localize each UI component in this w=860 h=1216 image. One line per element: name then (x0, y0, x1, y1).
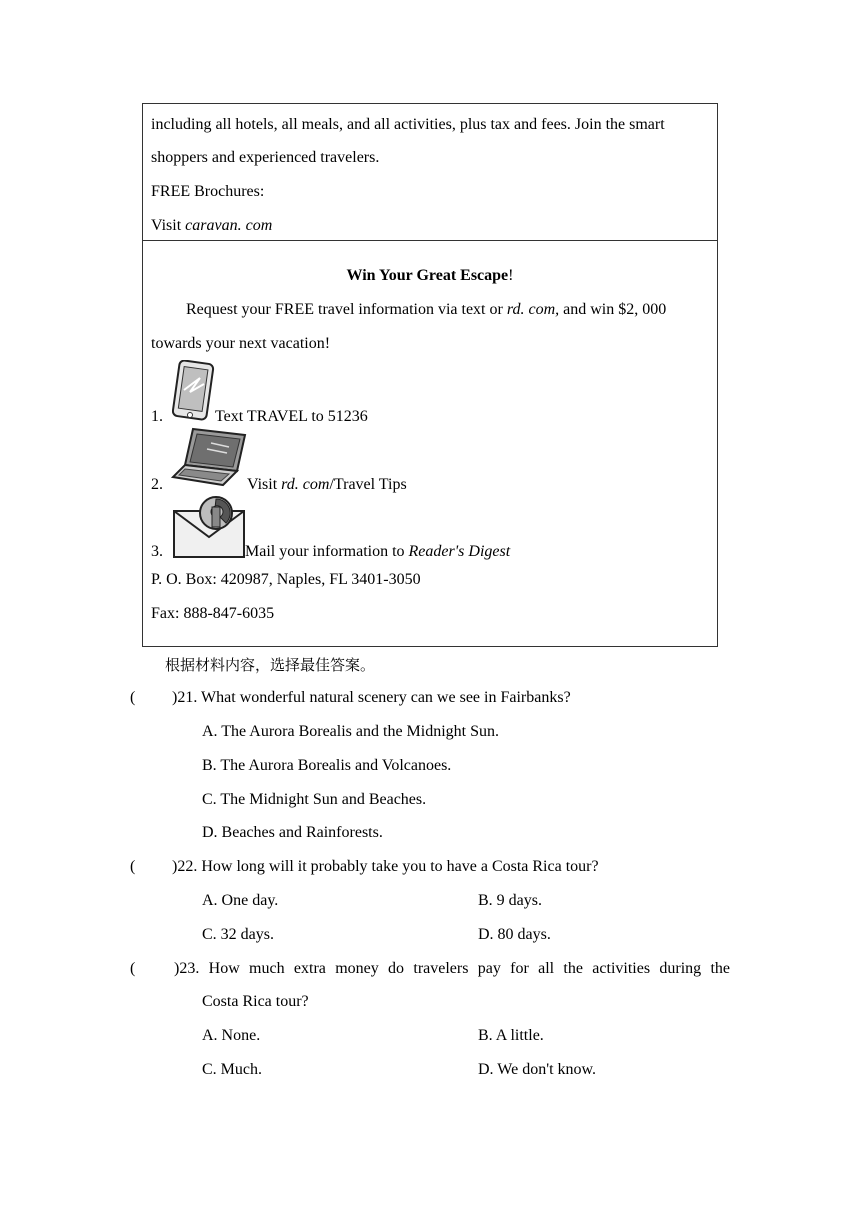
item-2-number: 2. (151, 476, 163, 493)
option-c: C. Much. (202, 1061, 262, 1078)
laptop-icon (171, 427, 247, 489)
caravan-visit-line (151, 216, 272, 236)
option-b: B. 9 days. (478, 892, 542, 909)
item-3-number: 3. (151, 543, 163, 560)
po-box-address: P. O. Box: 420987, Naples, FL 3401-3050 (151, 571, 421, 588)
caravan-text-line-2: shoppers and experienced travelers. (151, 149, 380, 166)
option-b: B. A little. (478, 1027, 544, 1044)
ad-box-caravan (142, 103, 718, 241)
escape-intro-line-2: towards your next vacation! (151, 335, 331, 352)
question-stem: )22. How long will it probably take you to have a Costa Rica tour? (172, 858, 599, 875)
item-1-text: Text TRAVEL to 51236 (215, 408, 368, 425)
answer-paren: ( (130, 858, 136, 875)
instruction-text: 根据材料内容，选择最佳答案。 (165, 656, 376, 674)
intro-part-2: and win $2, 000 (559, 301, 667, 318)
visit-prefix: Visit (151, 217, 186, 234)
item-1-number: 1. (151, 408, 163, 425)
intro-part-1: Request your FREE travel information via text or (186, 301, 507, 318)
option-c: C. The Midnight Sun and Beaches. (202, 791, 427, 808)
escape-intro-line-1 (186, 300, 666, 320)
question-stem: )23. How much extra money do travelers pay for all the activities during the (174, 960, 730, 977)
ad-box-great-escape (142, 240, 718, 647)
option-d: D. 80 days. (478, 926, 551, 943)
option-a: A. One day. (202, 892, 279, 909)
item-2-link: rd. com (281, 476, 330, 493)
option-c: C. 32 days. (202, 926, 274, 943)
escape-title-bold: Win Your Great Escape (346, 267, 509, 284)
option-a: A. None. (202, 1027, 261, 1044)
intro-link: rd. com, (506, 301, 560, 318)
smartphone-icon (172, 360, 216, 422)
question-stem-continued: Costa Rica tour? (202, 993, 309, 1010)
escape-title (143, 266, 717, 286)
answer-paren: ( (130, 960, 136, 977)
option-b: B. The Aurora Borealis and Volcanoes. (202, 757, 452, 774)
item-2-text (247, 475, 407, 495)
escape-title-end: ! (508, 267, 514, 284)
caravan-text-line-1: including all hotels, all meals, and all activities, plus tax and fees. Join the smart (151, 116, 665, 133)
item-3-italic: Reader's Digest (408, 543, 511, 560)
question-stem: )21. What wonderful natural scenery can we see in Fairbanks? (172, 689, 571, 706)
fax-number: Fax: 888-847-6035 (151, 605, 275, 622)
brochures-label: FREE Brochures: (151, 183, 265, 200)
answer-paren: ( (130, 689, 136, 706)
option-d: D. We don't know. (478, 1061, 597, 1078)
caravan-link: caravan. com (185, 217, 273, 234)
option-a: A. The Aurora Borealis and the Midnight Sun. (202, 723, 499, 740)
item-3-text (245, 542, 510, 562)
item-2-prefix: Visit (247, 476, 282, 493)
item-3-prefix: Mail your information to (245, 543, 409, 560)
item-2-suffix: /Travel Tips (329, 476, 407, 493)
mail-envelope-icon (172, 493, 246, 559)
option-d: D. Beaches and Rainforests. (202, 824, 383, 841)
